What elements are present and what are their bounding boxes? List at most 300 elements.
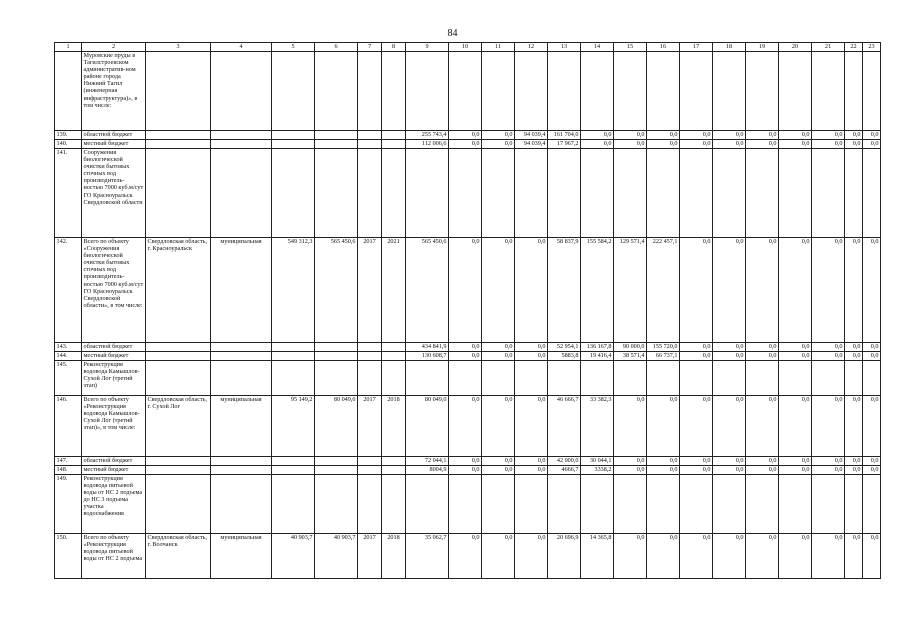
table-cell: 0,0	[746, 238, 779, 343]
table-cell: 33 382,3	[581, 396, 614, 457]
column-header-row	[55, 43, 881, 52]
table-cell	[406, 475, 449, 534]
investment-table	[54, 42, 881, 579]
table-cell: 0,0	[449, 140, 482, 149]
column-header: 11	[482, 43, 515, 52]
table-cell	[382, 140, 406, 149]
table-cell: 0,0	[713, 140, 746, 149]
table-cell	[146, 131, 211, 140]
table-cell: 2017	[358, 534, 382, 579]
table-cell: 0,0	[863, 140, 881, 149]
table-cell	[812, 52, 845, 131]
table-cell: 0,0	[449, 131, 482, 140]
table-cell	[382, 343, 406, 352]
table-cell: 0,0	[449, 238, 482, 343]
table-cell: 565 450,6	[315, 238, 358, 343]
column-header: 16	[647, 43, 680, 52]
table-cell: 549 312,3	[272, 238, 315, 343]
table-cell: 0,0	[482, 140, 515, 149]
table-cell	[382, 361, 406, 396]
table-cell	[482, 361, 515, 396]
column-header: 2	[82, 43, 146, 52]
table-cell	[779, 475, 812, 534]
table-cell	[449, 149, 482, 238]
table-cell: 72 044,1	[406, 457, 449, 466]
table-cell	[315, 352, 358, 361]
table-cell	[146, 140, 211, 149]
table-cell	[315, 131, 358, 140]
table-cell	[272, 149, 315, 238]
table-cell: 148.	[55, 466, 82, 475]
table-cell: 0,0	[515, 466, 548, 475]
table-row	[55, 131, 881, 140]
table-cell	[482, 149, 515, 238]
table-cell: Реконструкция водовода Камышлов-Сухой Лог (третий этап)	[82, 361, 146, 396]
table-cell	[614, 361, 647, 396]
table-cell: 0,0	[779, 396, 812, 457]
table-cell: 0,0	[680, 457, 713, 466]
table-cell	[211, 352, 272, 361]
table-cell: 155 720,0	[647, 343, 680, 352]
table-cell	[548, 361, 581, 396]
table-cell: 0,0	[482, 131, 515, 140]
table-cell: 0,0	[863, 466, 881, 475]
table-cell: 0,0	[680, 131, 713, 140]
table-cell: 0,0	[482, 352, 515, 361]
table-cell	[382, 475, 406, 534]
table-cell: 0,0	[812, 238, 845, 343]
table-cell: 14 365,8	[581, 534, 614, 579]
table-cell: 0,0	[515, 396, 548, 457]
table-cell	[315, 457, 358, 466]
table-cell	[315, 343, 358, 352]
table-cell	[746, 149, 779, 238]
column-header: 23	[863, 43, 881, 52]
table-cell: 0,0	[680, 466, 713, 475]
table-cell: 0,0	[713, 343, 746, 352]
table-cell: 0,0	[614, 534, 647, 579]
table-cell: 0,0	[680, 343, 713, 352]
column-header: 18	[713, 43, 746, 52]
table-cell: 0,0	[746, 131, 779, 140]
table-cell: областной бюджет	[82, 343, 146, 352]
table-cell	[146, 457, 211, 466]
table-cell: 0,0	[713, 352, 746, 361]
column-header: 21	[812, 43, 845, 52]
table-cell	[713, 475, 746, 534]
table-cell	[845, 361, 863, 396]
table-cell: 30 044,1	[581, 457, 614, 466]
table-cell	[211, 52, 272, 131]
table-cell: 66 737,1	[647, 352, 680, 361]
table-cell	[449, 475, 482, 534]
table-cell	[358, 352, 382, 361]
table-cell: 19 416,4	[581, 352, 614, 361]
table-cell: 0,0	[863, 396, 881, 457]
table-cell	[272, 52, 315, 131]
table-cell	[406, 149, 449, 238]
table-cell: 142.	[55, 238, 82, 343]
table-cell: 0,0	[515, 343, 548, 352]
table-cell: 0,0	[614, 140, 647, 149]
column-header: 4	[211, 43, 272, 52]
table-cell: 4666,7	[548, 466, 581, 475]
table-cell	[382, 52, 406, 131]
table-cell: 0,0	[812, 352, 845, 361]
table-cell	[358, 52, 382, 131]
table-cell	[746, 361, 779, 396]
table-cell: 146.	[55, 396, 82, 457]
table-cell: 0,0	[581, 131, 614, 140]
table-cell	[680, 149, 713, 238]
table-cell: 222 457,1	[647, 238, 680, 343]
table-cell: 0,0	[449, 396, 482, 457]
table-cell	[449, 52, 482, 131]
table-cell	[211, 343, 272, 352]
table-cell: 0,0	[845, 343, 863, 352]
table-cell	[272, 361, 315, 396]
table-cell	[581, 361, 614, 396]
table-cell: 0,0	[812, 466, 845, 475]
table-cell: 0,0	[746, 396, 779, 457]
table-cell	[845, 52, 863, 131]
table-cell: 434 841,9	[406, 343, 449, 352]
table-cell	[647, 361, 680, 396]
table-cell: местный бюджет	[82, 140, 146, 149]
table-cell: 150.	[55, 534, 82, 579]
table-cell	[614, 475, 647, 534]
table-cell	[863, 52, 881, 131]
table-cell	[382, 149, 406, 238]
table-cell	[272, 140, 315, 149]
table-cell: 0,0	[449, 343, 482, 352]
table-cell: 42 000,0	[548, 457, 581, 466]
table-cell	[746, 52, 779, 131]
table-cell	[713, 52, 746, 131]
table-cell	[146, 352, 211, 361]
table-cell: 0,0	[482, 534, 515, 579]
table-cell: 0,0	[647, 140, 680, 149]
table-cell	[406, 361, 449, 396]
table-cell	[358, 475, 382, 534]
column-header: 19	[746, 43, 779, 52]
column-header: 1	[55, 43, 82, 52]
table-cell: 0,0	[449, 352, 482, 361]
table-row	[55, 396, 881, 457]
table-cell: 0,0	[746, 466, 779, 475]
table-cell: 0,0	[812, 534, 845, 579]
table-cell: Всего по объекту «Реконструкция водовода питьевой воды от НС 2 подъема	[82, 534, 146, 579]
table-row	[55, 457, 881, 466]
table-cell: 147.	[55, 457, 82, 466]
column-header: 7	[358, 43, 382, 52]
table-cell	[863, 149, 881, 238]
table-cell	[211, 457, 272, 466]
column-header: 10	[449, 43, 482, 52]
table-cell: 0,0	[614, 457, 647, 466]
table-cell: 0,0	[482, 457, 515, 466]
column-header: 20	[779, 43, 812, 52]
table-cell: 0,0	[812, 131, 845, 140]
column-header: 13	[548, 43, 581, 52]
table-cell: 0,0	[713, 396, 746, 457]
table-cell: 0,0	[863, 343, 881, 352]
table-cell: 2018	[382, 534, 406, 579]
table-cell: 2018	[382, 396, 406, 457]
table-cell: 17 967,2	[548, 140, 581, 149]
table-cell: областной бюджет	[82, 131, 146, 140]
table-cell	[272, 457, 315, 466]
table-cell: 0,0	[779, 238, 812, 343]
table-cell: 5883,8	[548, 352, 581, 361]
table-cell: 46 666,7	[548, 396, 581, 457]
table-cell: 0,0	[449, 466, 482, 475]
table-cell: 0,0	[845, 534, 863, 579]
table-row	[55, 475, 881, 534]
table-cell: муниципальная	[211, 396, 272, 457]
table-cell: 0,0	[482, 466, 515, 475]
table-cell: 0,0	[515, 238, 548, 343]
table-cell	[812, 475, 845, 534]
table-cell: 0,0	[845, 396, 863, 457]
table-cell: 0,0	[779, 457, 812, 466]
table-cell	[863, 475, 881, 534]
table-cell: 0,0	[863, 131, 881, 140]
table-cell	[779, 361, 812, 396]
table-cell: 0,0	[779, 352, 812, 361]
column-header: 17	[680, 43, 713, 52]
table-cell: 0,0	[779, 343, 812, 352]
table-cell: 0,0	[746, 140, 779, 149]
table-cell: 130 608,7	[406, 352, 449, 361]
table-cell: 90 000,0	[614, 343, 647, 352]
table-cell: 0,0	[779, 466, 812, 475]
table-cell: 0,0	[746, 534, 779, 579]
table-cell: 0,0	[515, 457, 548, 466]
column-header: 14	[581, 43, 614, 52]
table-cell: 0,0	[746, 343, 779, 352]
table-row	[55, 140, 881, 149]
table-cell: 565 450,6	[406, 238, 449, 343]
table-cell: муниципальная	[211, 534, 272, 579]
table-cell: местный бюджет	[82, 466, 146, 475]
table-row	[55, 352, 881, 361]
table-cell	[746, 475, 779, 534]
table-cell	[647, 149, 680, 238]
table-cell: 0,0	[713, 131, 746, 140]
table-cell	[449, 361, 482, 396]
table-cell: 0,0	[713, 534, 746, 579]
table-row	[55, 149, 881, 238]
table-cell: 0,0	[614, 396, 647, 457]
table-cell	[315, 149, 358, 238]
table-cell	[382, 457, 406, 466]
table-cell: 0,0	[812, 457, 845, 466]
table-cell	[482, 52, 515, 131]
table-cell: 0,0	[845, 131, 863, 140]
table-cell	[211, 466, 272, 475]
table-cell: Реконструкция водовода питьевой воды от НС 2 подъема до НС 3 подъема участка водоснабжения	[82, 475, 146, 534]
table-cell: 0,0	[647, 396, 680, 457]
table-cell: 0,0	[680, 396, 713, 457]
column-header: 5	[272, 43, 315, 52]
table-cell: 0,0	[845, 352, 863, 361]
table-cell: 35 062,7	[406, 534, 449, 579]
table-cell: 0,0	[812, 343, 845, 352]
table-cell: 2017	[358, 396, 382, 457]
table-cell: 143.	[55, 343, 82, 352]
table-cell: 0,0	[845, 238, 863, 343]
table-cell: 2021	[382, 238, 406, 343]
table-cell: Муровские пруды в Тагилстроевском административ-ном районе города Нижний Тагил (инженерная инфраструктура)», в том числе:	[82, 52, 146, 131]
table-cell: 2017	[358, 238, 382, 343]
table-cell: 94 039,4	[515, 131, 548, 140]
table-cell: 155 584,2	[581, 238, 614, 343]
table-cell	[272, 343, 315, 352]
table-cell: 0,0	[614, 466, 647, 475]
table-cell: 20 696,9	[548, 534, 581, 579]
table-cell: 0,0	[449, 534, 482, 579]
table-cell: 0,0	[482, 396, 515, 457]
table-cell: 0,0	[863, 534, 881, 579]
table-cell: 0,0	[647, 457, 680, 466]
table-cell	[779, 149, 812, 238]
table-cell	[515, 52, 548, 131]
table-cell	[55, 52, 82, 131]
table-cell	[614, 149, 647, 238]
table-cell: 0,0	[713, 238, 746, 343]
table-cell: 145.	[55, 361, 82, 396]
table-cell	[358, 149, 382, 238]
table-cell: 0,0	[845, 466, 863, 475]
table-cell: 0,0	[515, 352, 548, 361]
table-cell: 0,0	[515, 534, 548, 579]
table-cell	[647, 475, 680, 534]
table-cell: 0,0	[812, 396, 845, 457]
table-cell	[406, 52, 449, 131]
table-cell	[515, 361, 548, 396]
table-cell	[515, 475, 548, 534]
table-cell: 40 903,7	[315, 534, 358, 579]
table-cell	[680, 475, 713, 534]
table-cell: 0,0	[845, 140, 863, 149]
table-cell	[146, 466, 211, 475]
table-cell	[211, 475, 272, 534]
table-cell: Свердловская область, г. Красноуральск	[146, 238, 211, 343]
column-header: 3	[146, 43, 211, 52]
table-cell: 129 571,4	[614, 238, 647, 343]
table-cell	[358, 343, 382, 352]
table-cell: Всего по объекту «Реконструкция водовода Камышлов-Сухой Лог (третий этап)», в том числе:	[82, 396, 146, 457]
table-cell	[614, 52, 647, 131]
table-cell	[515, 149, 548, 238]
table-cell	[812, 361, 845, 396]
table-cell	[315, 52, 358, 131]
table-cell: 139.	[55, 131, 82, 140]
table-cell	[779, 52, 812, 131]
table-cell	[146, 343, 211, 352]
table-cell	[358, 131, 382, 140]
table-cell: 80 049,0	[315, 396, 358, 457]
table-cell: 0,0	[863, 238, 881, 343]
table-cell: 0,0	[746, 352, 779, 361]
table-cell	[548, 475, 581, 534]
table-cell: 94 039,4	[515, 140, 548, 149]
table-cell: местный бюджет	[82, 352, 146, 361]
table-cell	[713, 149, 746, 238]
table-cell: 3338,2	[581, 466, 614, 475]
table-cell: 0,0	[779, 131, 812, 140]
table-cell: 0,0	[680, 238, 713, 343]
table-cell: 0,0	[680, 534, 713, 579]
table-cell	[146, 52, 211, 131]
table-cell: 0,0	[779, 534, 812, 579]
table-cell	[358, 361, 382, 396]
table-cell	[272, 466, 315, 475]
table-cell	[315, 140, 358, 149]
table-cell	[845, 475, 863, 534]
table-cell: 38 571,4	[614, 352, 647, 361]
table-cell	[315, 361, 358, 396]
table-cell: 136 167,8	[581, 343, 614, 352]
table-cell: 80 049,0	[406, 396, 449, 457]
table-cell	[211, 140, 272, 149]
table-row	[55, 534, 881, 579]
page-number: 84	[447, 28, 458, 39]
table-cell: 255 743,4	[406, 131, 449, 140]
table-cell	[680, 361, 713, 396]
table-cell: Сооружения биологической очистки бытовых сточных вод производитель-ностью 7000 куб.м/сут ГО Красноуральск Свердловской области	[82, 149, 146, 238]
table-row	[55, 52, 881, 131]
column-header: 9	[406, 43, 449, 52]
table-cell	[211, 361, 272, 396]
table-cell: Свердловская область, г. Сухой Лог	[146, 396, 211, 457]
table-cell: 40 903,7	[272, 534, 315, 579]
table-cell: 58 837,9	[548, 238, 581, 343]
table-cell	[713, 361, 746, 396]
table-cell: Свердловская область, г. Волчанск	[146, 534, 211, 579]
table-cell: 0,0	[713, 466, 746, 475]
table-cell: 0,0	[680, 140, 713, 149]
table-cell: 0,0	[647, 131, 680, 140]
table-row	[55, 361, 881, 396]
table-cell	[358, 457, 382, 466]
table-cell: 0,0	[482, 238, 515, 343]
column-header: 6	[315, 43, 358, 52]
table-row	[55, 466, 881, 475]
table-cell: 140.	[55, 140, 82, 149]
table-cell: 0,0	[863, 457, 881, 466]
column-header: 8	[382, 43, 406, 52]
table-cell: 0,0	[482, 343, 515, 352]
table-cell	[272, 131, 315, 140]
column-header: 22	[845, 43, 863, 52]
table-cell	[581, 52, 614, 131]
table-cell	[382, 131, 406, 140]
table-cell	[146, 475, 211, 534]
table-cell	[211, 149, 272, 238]
table-cell	[680, 52, 713, 131]
table-cell: 144.	[55, 352, 82, 361]
table-cell	[315, 475, 358, 534]
table-cell: 0,0	[845, 457, 863, 466]
table-cell: 141.	[55, 149, 82, 238]
table-cell	[272, 475, 315, 534]
table-cell	[863, 361, 881, 396]
table-row	[55, 343, 881, 352]
table-cell: 0,0	[581, 140, 614, 149]
table-cell	[272, 352, 315, 361]
